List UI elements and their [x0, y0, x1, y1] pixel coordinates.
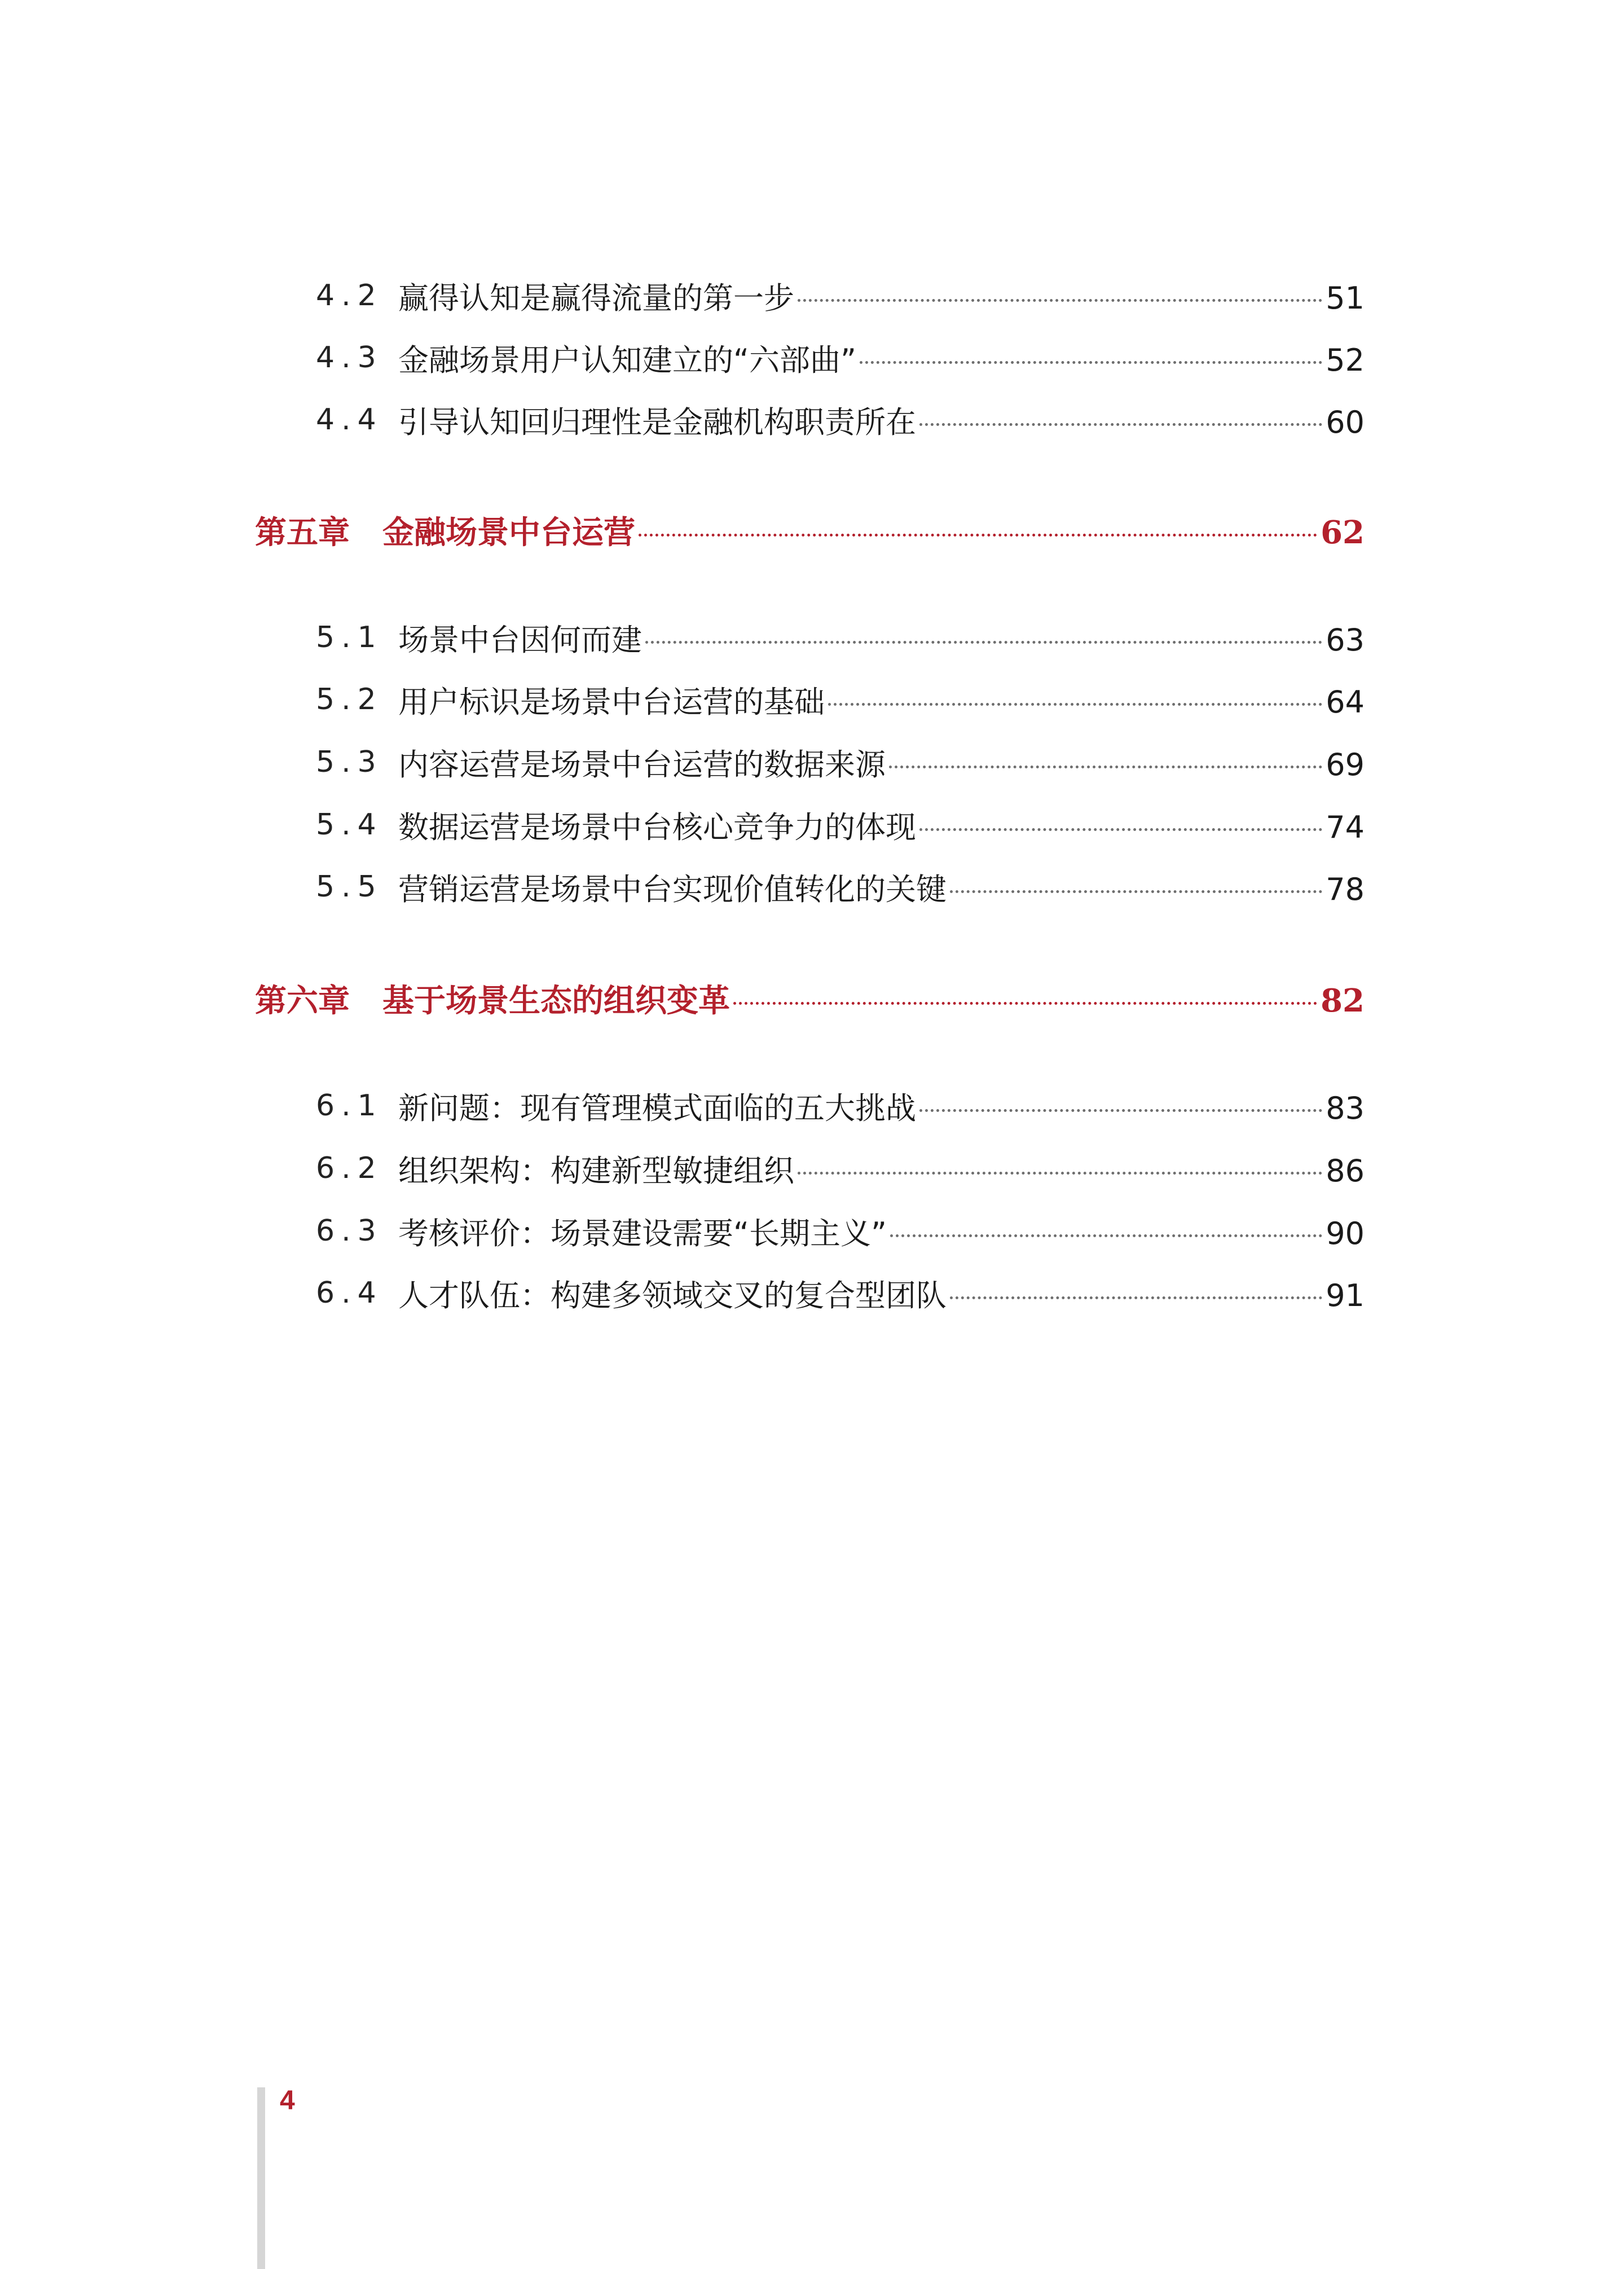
- page-number: 62: [1321, 514, 1365, 551]
- chapter-title: 基于场景生态的组织变革: [382, 982, 730, 1019]
- section-title: 场景中台因何而建: [398, 622, 642, 658]
- chapter-label: 第六章: [255, 982, 350, 1019]
- section-title: 考核评价：场景建设需要“长期主义”: [398, 1215, 887, 1251]
- section-title: 金融场景用户认知建立的“六部曲”: [398, 342, 856, 378]
- dot-leader: [733, 1002, 1317, 1005]
- section-number: 4.3: [316, 341, 383, 375]
- dot-leader: [919, 1109, 1322, 1112]
- dot-leader: [890, 1234, 1322, 1237]
- section-number: 4.4: [316, 403, 383, 437]
- dot-leader: [950, 1296, 1322, 1299]
- section-title: 新问题：现有管理模式面临的五大挑战: [398, 1090, 916, 1126]
- page-number: 63: [1326, 622, 1365, 658]
- toc-entry-5-5[interactable]: [0, 864, 1624, 909]
- footer-page-number: 4: [280, 2086, 295, 2116]
- dot-leader: [919, 423, 1322, 426]
- section-number: 6.2: [316, 1151, 383, 1185]
- dot-leader: [639, 534, 1317, 537]
- page-number: 69: [1326, 746, 1365, 782]
- section-title: 引导认知回归理性是金融机构职责所在: [398, 404, 916, 440]
- chapter-label: 第五章: [255, 514, 350, 551]
- section-number: 6.3: [316, 1214, 383, 1248]
- dot-leader: [919, 828, 1322, 831]
- page-number: 78: [1326, 871, 1365, 907]
- dot-leader: [828, 703, 1322, 706]
- dot-leader: [645, 641, 1322, 644]
- page-number: 90: [1326, 1215, 1365, 1251]
- toc-entry-6-2[interactable]: [0, 1146, 1624, 1191]
- section-title: 人才队伍：构建多领域交叉的复合型团队: [398, 1277, 947, 1313]
- dot-leader: [798, 1172, 1322, 1175]
- footer-margin-bar: [257, 2087, 265, 2269]
- section-title: 数据运营是场景中台核心竞争力的体现: [398, 809, 916, 845]
- dot-leader: [860, 361, 1322, 364]
- dot-leader: [950, 890, 1322, 893]
- section-number: 6.4: [316, 1276, 383, 1310]
- toc-entry-4-3[interactable]: [0, 335, 1624, 380]
- toc-entry-5-3[interactable]: [0, 740, 1624, 785]
- toc-chapter-5[interactable]: [0, 508, 1624, 553]
- page-number: 82: [1321, 982, 1365, 1019]
- page-number: 83: [1326, 1090, 1365, 1126]
- chapter-title: 金融场景中台运营: [382, 514, 635, 551]
- section-number: 6.1: [316, 1089, 383, 1123]
- page-number: 64: [1326, 684, 1365, 720]
- section-number: 4.2: [316, 279, 383, 313]
- page-number: 86: [1326, 1153, 1365, 1189]
- section-title: 内容运营是场景中台运营的数据来源: [398, 746, 886, 782]
- section-title: 用户标识是场景中台运营的基础: [398, 684, 825, 720]
- dot-leader: [889, 766, 1322, 768]
- toc-entry-5-4[interactable]: [0, 802, 1624, 847]
- toc-entry-5-2[interactable]: [0, 677, 1624, 722]
- page-number: 91: [1326, 1277, 1365, 1313]
- toc-entry-4-4[interactable]: [0, 397, 1624, 442]
- section-title: 赢得认知是赢得流量的第一步: [398, 280, 794, 316]
- dot-leader: [798, 299, 1322, 302]
- page-number: 74: [1326, 809, 1365, 845]
- page-number: 60: [1326, 404, 1365, 440]
- toc-chapter-6[interactable]: [0, 976, 1624, 1021]
- toc-entry-6-3[interactable]: [0, 1208, 1624, 1254]
- section-number: 5.3: [316, 745, 383, 779]
- section-number: 5.1: [316, 621, 383, 654]
- section-number: 5.5: [316, 870, 383, 904]
- page-number: 52: [1326, 342, 1365, 378]
- toc-entry-5-1[interactable]: [0, 615, 1624, 660]
- toc-entry-6-1[interactable]: [0, 1083, 1624, 1128]
- section-number: 5.4: [316, 808, 383, 842]
- section-title: 组织架构：构建新型敏捷组织: [398, 1153, 794, 1189]
- toc-entry-6-4[interactable]: [0, 1270, 1624, 1316]
- section-number: 5.2: [316, 683, 383, 716]
- toc-entry-4-2[interactable]: [0, 273, 1624, 318]
- section-title: 营销运营是场景中台实现价值转化的关键: [398, 871, 947, 907]
- page-number: 51: [1326, 280, 1365, 316]
